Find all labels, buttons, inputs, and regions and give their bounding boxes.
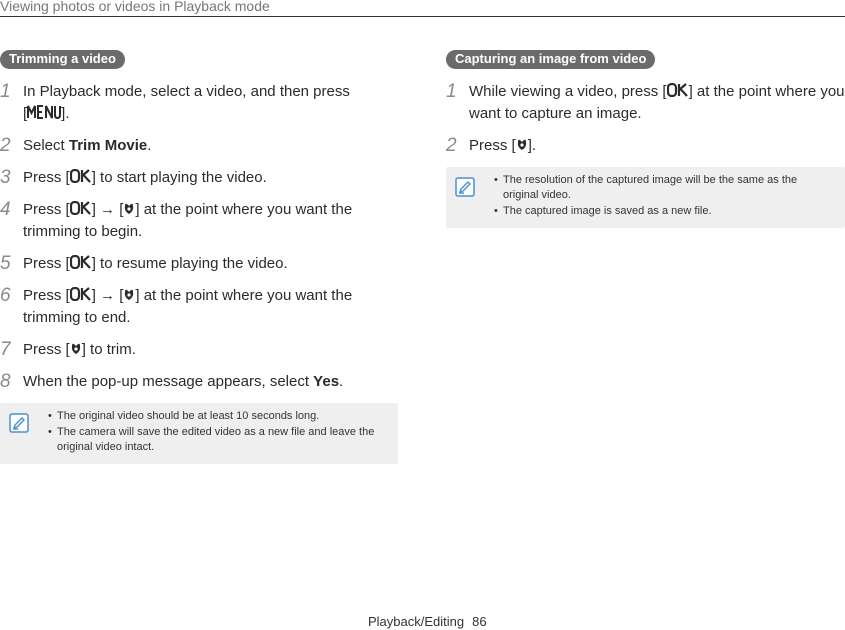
option-label-yes: Yes [313,373,340,390]
step-text: . [339,373,344,390]
page-header-title: Viewing photos or videos in Playback mode [0,0,270,14]
step-text: trimming to end. [23,309,131,326]
step-number: 1 [446,81,457,102]
note-item: • The resolution of the captured image will be the same as the original video. [494,173,835,203]
step-2 [446,135,845,157]
note-item: • The original video should be at least 10 seconds long. [48,409,388,424]
trimming-steps [0,81,398,393]
step-text: While viewing a video, press [ [469,83,667,100]
step-text: ] to start playing the video. [91,169,267,186]
shutter-button-icon [123,202,135,216]
shutter-button-icon [516,138,528,152]
step-2 [0,135,398,157]
step-1 [0,81,398,125]
step-text: ] to resume playing the video. [91,255,288,272]
note-pencil-icon [9,413,29,433]
step-text: Press [ [23,287,70,304]
step-4 [0,199,398,243]
ok-button-icon [70,169,92,183]
note-item: • The captured image is saved as a new file. [494,204,835,219]
step-number: 1 [0,81,11,102]
step-text: ]. [61,105,70,122]
page-footer [368,614,487,629]
ok-button-icon [70,255,92,269]
capture-steps [446,81,845,157]
step-text: In Playback mode, select a video, and then press [23,83,350,100]
capture-section [446,50,845,228]
step-text: [ [23,105,28,122]
menu-button-icon [27,105,61,119]
step-text: ]. [527,137,537,154]
step-text: ] at the point where you want the [135,287,353,304]
step-text: want to capture an image. [469,105,642,122]
step-text: ] at the point where you want the [135,201,353,218]
step-text: ] → [ [91,201,124,218]
step-number: 5 [0,253,11,274]
note-list [494,173,835,219]
trimming-section [0,50,398,464]
shutter-button-icon [123,288,135,302]
step-number: 7 [0,339,11,360]
note-pencil-icon [455,177,475,197]
step-6 [0,285,398,329]
step-number: 8 [0,371,11,392]
step-text: Press [ [23,255,70,272]
step-number: 2 [446,135,457,156]
note-box-trimming [0,403,398,464]
ok-button-icon [70,201,92,215]
step-text: Press [ [469,137,516,154]
step-text: Press [ [23,201,70,218]
note-list [48,409,388,455]
step-text: . [147,137,152,154]
section-title-capture: Capturing an image from video [446,50,655,69]
step-number: 2 [0,135,11,156]
step-1 [446,81,845,125]
step-3 [0,167,398,189]
step-text: Press [ [23,169,70,186]
step-5 [0,253,398,275]
ok-button-icon [667,83,689,97]
note-item: • The camera will save the edited video as a new file and leave the original video intact. [48,425,388,455]
page-header [0,0,845,17]
menu-option-label: Trim Movie [68,137,148,154]
section-title-trimming: Trimming a video [0,50,125,69]
note-box-capture [446,167,845,228]
step-number: 3 [0,167,11,188]
step-text: When the pop-up message appears, select [23,373,314,390]
step-number: 4 [0,199,11,220]
shutter-button-icon [70,342,82,356]
step-7 [0,339,398,361]
step-text: Select [23,137,69,154]
step-text: ] to trim. [81,341,136,358]
step-number: 6 [0,285,11,306]
step-text: trimming to begin. [23,223,143,240]
step-text: ] at the point where you [688,83,845,100]
ok-button-icon [70,287,92,301]
footer-section-name: Playback/Editing [368,614,465,629]
step-text: ] → [ [91,287,124,304]
page-number: 86 [472,614,487,629]
step-8 [0,371,398,393]
step-text: Press [ [23,341,70,358]
